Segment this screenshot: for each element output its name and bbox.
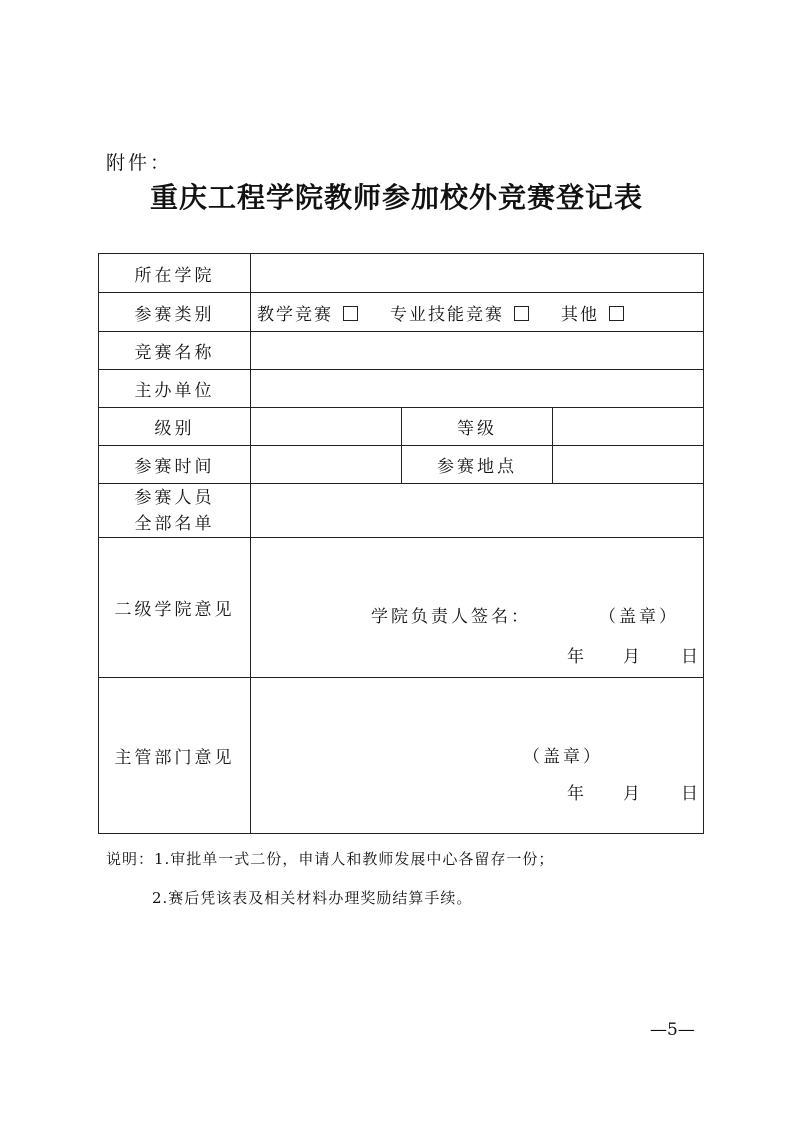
college-year-label: 年: [567, 647, 584, 667]
dept-opinion-field[interactable]: [251, 678, 704, 834]
checkbox-teaching[interactable]: [343, 306, 358, 321]
row-college: [99, 254, 704, 293]
category-option-other-label: 其他: [561, 304, 599, 325]
participants-label: [99, 484, 251, 538]
college-field[interactable]: [251, 254, 704, 293]
row-time-place: [99, 446, 704, 484]
college-label: 所在学院: [99, 254, 251, 293]
dept-opinion-label: 主管部门意见: [99, 678, 251, 834]
row-competition-name: [99, 332, 704, 370]
registration-form-table: [98, 253, 704, 834]
grade-field[interactable]: [553, 408, 704, 446]
dept-month-label: 月: [623, 784, 640, 804]
row-organizer: [99, 370, 704, 408]
place-field[interactable]: [553, 446, 704, 484]
category-options: [251, 293, 704, 332]
level-field[interactable]: [251, 408, 402, 446]
level-label: 级别: [99, 408, 251, 446]
form-title: 重庆工程学院教师参加校外竞赛登记表: [149, 181, 643, 214]
competition-name-field[interactable]: [251, 332, 704, 370]
attachment-label: 附件：: [106, 152, 173, 174]
dept-seal-label: （盖章）: [523, 747, 603, 767]
participants-field[interactable]: [251, 484, 704, 538]
dept-day-label: 日: [681, 784, 698, 804]
page-number: —5—: [650, 1020, 695, 1040]
competition-name-label: 竞赛名称: [99, 332, 251, 370]
row-dept-opinion: [99, 678, 704, 834]
participants-label-line2: 全部名单: [134, 513, 215, 534]
row-participants: [99, 484, 704, 538]
category-label: 参赛类别: [99, 293, 251, 332]
participants-label-line1: 参赛人员: [134, 487, 215, 508]
note-line-2: 2.赛后凭该表及相关材料办理奖励结算手续。: [152, 889, 473, 907]
note-line-1: 说明：1.审批单一式二份，申请人和教师发展中心各留存一份；: [106, 850, 555, 868]
college-opinion-label: 二级学院意见: [99, 538, 251, 678]
row-college-opinion: [99, 538, 704, 678]
checkbox-skills[interactable]: [514, 306, 529, 321]
dept-year-label: 年: [567, 784, 584, 804]
time-field[interactable]: [251, 446, 402, 484]
college-signature-label: 学院负责人签名：: [371, 607, 531, 627]
time-label: 参赛时间: [99, 446, 251, 484]
checkbox-other[interactable]: [609, 306, 624, 321]
college-month-label: 月: [623, 647, 640, 667]
college-opinion-field[interactable]: [251, 538, 704, 678]
row-category: [99, 293, 704, 332]
college-day-label: 日: [681, 647, 698, 667]
place-label: 参赛地点: [402, 446, 553, 484]
college-seal-label: （盖章）: [599, 607, 679, 627]
category-option-teaching-label: 教学竞赛: [257, 304, 333, 325]
organizer-field[interactable]: [251, 370, 704, 408]
grade-label: 等级: [402, 408, 553, 446]
organizer-label: 主办单位: [99, 370, 251, 408]
category-option-skills-label: 专业技能竞赛: [390, 304, 504, 325]
row-level-grade: [99, 408, 704, 446]
